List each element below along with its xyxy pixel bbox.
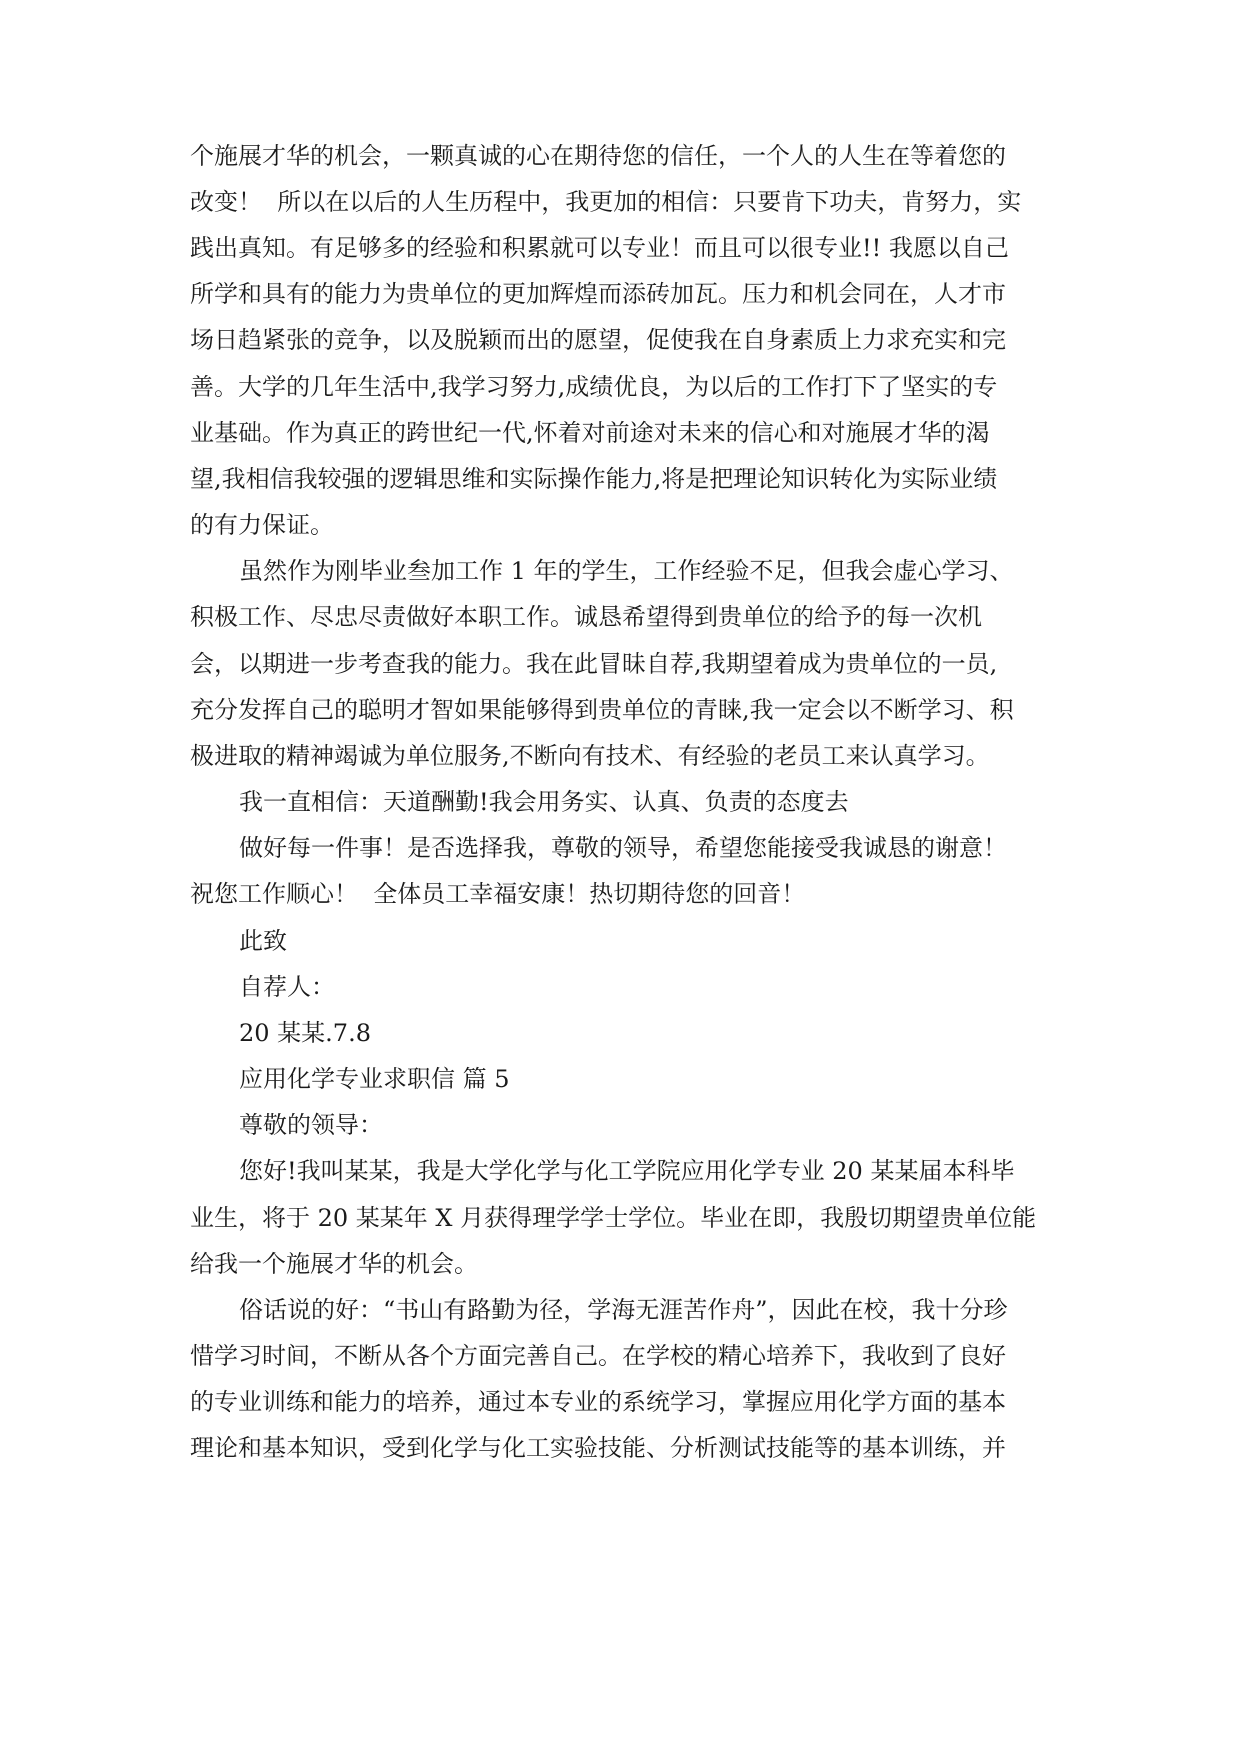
- text-line: 善。大学的几年生活中,我学习努力,成绩优良，为以后的工作打下了坚实的专: [190, 373, 998, 401]
- text-line: 极进取的精神竭诚为单位服务,不断向有技术、有经验的老员工来认真学习。: [190, 742, 990, 770]
- text-line: 给我一个施展才华的机会。: [190, 1250, 478, 1278]
- text-line: 充分发挥自己的聪明才智如果能够得到贵单位的青睐,我一定会以不断学习、积: [190, 696, 1014, 724]
- section-title: 应用化学专业求职信 篇 5: [239, 1065, 510, 1093]
- text-line: 践出真知。有足够多的经验和积累就可以专业！而且可以很专业!! 我愿以自己: [190, 234, 1009, 262]
- text-line: 的有力保证。: [190, 511, 334, 539]
- text-line: 业基础。作为真正的跨世纪一代,怀着对前途对未来的信心和对施展才华的渴: [190, 419, 990, 447]
- paragraph-first-line: 您好!我叫某某，我是大学化学与化工学院应用化学专业 20 某某届本科毕: [239, 1157, 1015, 1185]
- signature-label: 自荐人：: [239, 973, 335, 1001]
- text-line: 积极工作、尽忠尽责做好本职工作。诚恳希望得到贵单位的给予的每一次机: [190, 603, 982, 631]
- text-line: 的专业训练和能力的培养，通过本专业的系统学习，掌握应用化学方面的基本: [190, 1388, 1006, 1416]
- paragraph-first-line: 我一直相信：天道酬勤!我会用务实、认真、负责的态度去: [239, 788, 849, 816]
- text-line: 望,我相信我较强的逻辑思维和实际操作能力,将是把理论知识转化为实际业绩: [190, 465, 998, 493]
- text-line: 惜学习时间，不断从各个方面完善自己。在学校的精心培养下，我收到了良好: [190, 1342, 1006, 1370]
- paragraph-first-line: 做好每一件事！是否选择我，尊敬的领导，希望您能接受我诚恳的谢意！: [239, 834, 1007, 862]
- closing-salutation: 此致: [239, 927, 287, 955]
- letter-greeting: 尊敬的领导：: [239, 1111, 383, 1139]
- text-line: 会，以期进一步考查我的能力。我在此冒昧自荐,我期望着成为贵单位的一员,: [190, 650, 998, 678]
- text-line: 个施展才华的机会，一颗真诚的心在期待您的信任，一个人的人生在等着您的: [190, 142, 1006, 170]
- text-line: 场日趋紧张的竞争，以及脱颖而出的愿望，促使我在自身素质上力求充实和完: [190, 326, 1006, 354]
- paragraph-first-line: 俗话说的好：“书山有路勤为径，学海无涯苦作舟”，因此在校，我十分珍: [239, 1296, 1008, 1324]
- text-line: 业生，将于 20 某某年 X 月获得理学学士学位。毕业在即，我殷切期望贵单位能: [190, 1204, 1037, 1232]
- letter-date: 20 某某.7.8: [239, 1019, 371, 1047]
- text-line: 祝您工作顺心！ 全体员工幸福安康！热切期待您的回音！: [190, 880, 806, 908]
- text-line: 改变！ 所以在以后的人生历程中，我更加的相信：只要肯下功夫，肯努力，实: [190, 188, 1022, 216]
- paragraph-first-line: 虽然作为刚毕业叁加工作 1 年的学生，工作经验不足，但我会虚心学习、: [239, 557, 1014, 585]
- text-line: 理论和基本知识，受到化学与化工实验技能、分析测试技能等的基本训练，并: [190, 1434, 1006, 1462]
- text-line: 所学和具有的能力为贵单位的更加辉煌而添砖加瓦。压力和机会同在，人才市: [190, 280, 1006, 308]
